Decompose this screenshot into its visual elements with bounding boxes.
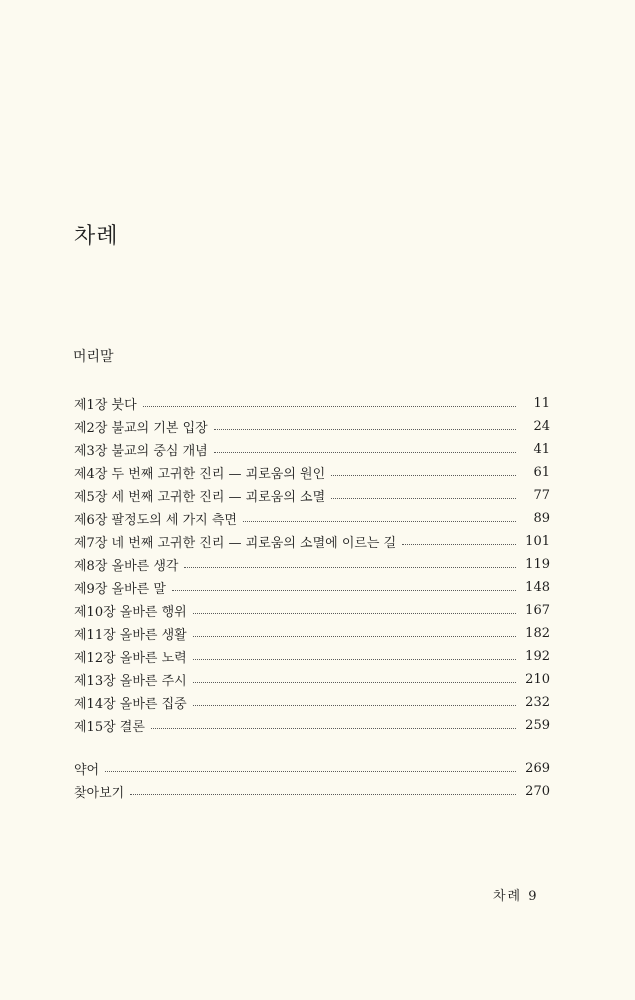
dot-leader [243,520,516,522]
dot-leader [214,451,516,453]
toc-entry-page: 270 [525,783,550,799]
toc-entry-index[interactable] [74,781,550,801]
toc-entry-page: 77 [533,487,550,503]
toc-entry-page: 61 [533,464,550,480]
dot-leader [105,770,516,772]
page-footer-folio: 차례 9 [493,889,539,904]
toc-entry[interactable] [74,669,550,689]
toc-entry-title: 제8장 올바른 생각 [74,558,179,574]
dot-leader [214,428,516,430]
toc-entry[interactable] [74,393,550,413]
toc-entry-title: 제12장 올바른 노력 [74,650,187,666]
page-title: 차례 [74,224,119,249]
toc-entry-page: 259 [525,717,550,733]
dot-leader [143,405,516,407]
toc-entry-page: 167 [525,602,550,618]
toc-entry-title: 약어 [74,762,100,778]
toc-entry-page: 11 [533,395,550,411]
toc-entry-page: 232 [525,694,550,710]
toc-entry-title: 제9장 올바른 말 [74,581,166,597]
dot-leader [193,704,516,706]
dot-leader [331,474,516,476]
toc-entry[interactable] [74,439,550,459]
toc-entry-title: 제15장 결론 [74,719,145,735]
dot-leader [151,727,516,729]
toc-entry-abbreviations[interactable] [74,758,550,778]
toc-entry-title: 제14장 올바른 집중 [74,696,187,712]
toc-entry[interactable] [74,600,550,620]
toc-entry-title: 제1장 붓다 [74,397,137,413]
toc-entry[interactable] [74,508,550,528]
toc-entry[interactable] [74,646,550,666]
toc-entry-title: 제5장 세 번째 고귀한 진리 — 괴로움의 소멸 [74,489,326,505]
toc-entry[interactable] [74,554,550,574]
toc-entry[interactable] [74,623,550,643]
toc-entry-title: 제7장 네 번째 고귀한 진리 — 괴로움의 소멸에 이르는 길 [74,535,397,551]
toc-entry-page: 89 [533,510,550,526]
dot-leader [172,589,516,591]
dot-leader [193,612,516,614]
toc-entry-page: 210 [525,671,550,687]
dot-leader [193,658,516,660]
preface-entry[interactable]: 머리말 [73,349,114,365]
toc-entry-title: 찾아보기 [74,785,125,801]
dot-leader [130,793,516,795]
toc-entry-title: 제11장 올바른 생활 [74,627,187,643]
toc-entry-title: 제6장 팔정도의 세 가지 측면 [74,512,237,528]
dot-leader [402,543,516,545]
toc-entry-page: 101 [525,533,550,549]
dot-leader [184,566,516,568]
toc-entry[interactable] [74,692,550,712]
toc-entry[interactable] [74,531,550,551]
toc-entry-title: 제2장 불교의 기본 입장 [74,420,208,436]
toc-entry[interactable] [74,416,550,436]
dot-leader [331,497,516,499]
toc-entry-title: 제4장 두 번째 고귀한 진리 — 괴로움의 원인 [74,466,326,482]
toc-entry-page: 192 [525,648,550,664]
toc-entry-title: 제13장 올바른 주시 [74,673,187,689]
dot-leader [193,635,516,637]
toc-entry[interactable] [74,577,550,597]
toc-entry-page: 119 [525,556,550,572]
toc-entry-title: 제3장 불교의 중심 개념 [74,443,208,459]
toc-entry-page: 148 [525,579,550,595]
toc-entry[interactable] [74,462,550,482]
toc-entry-page: 24 [533,418,550,434]
toc-entry-page: 182 [525,625,550,641]
toc-entry-page: 269 [525,760,550,776]
dot-leader [193,681,516,683]
toc-entry[interactable] [74,485,550,505]
toc-entry[interactable] [74,715,550,735]
toc-entry-title: 제10장 올바른 행위 [74,604,187,620]
toc-entry-page: 41 [533,441,550,457]
